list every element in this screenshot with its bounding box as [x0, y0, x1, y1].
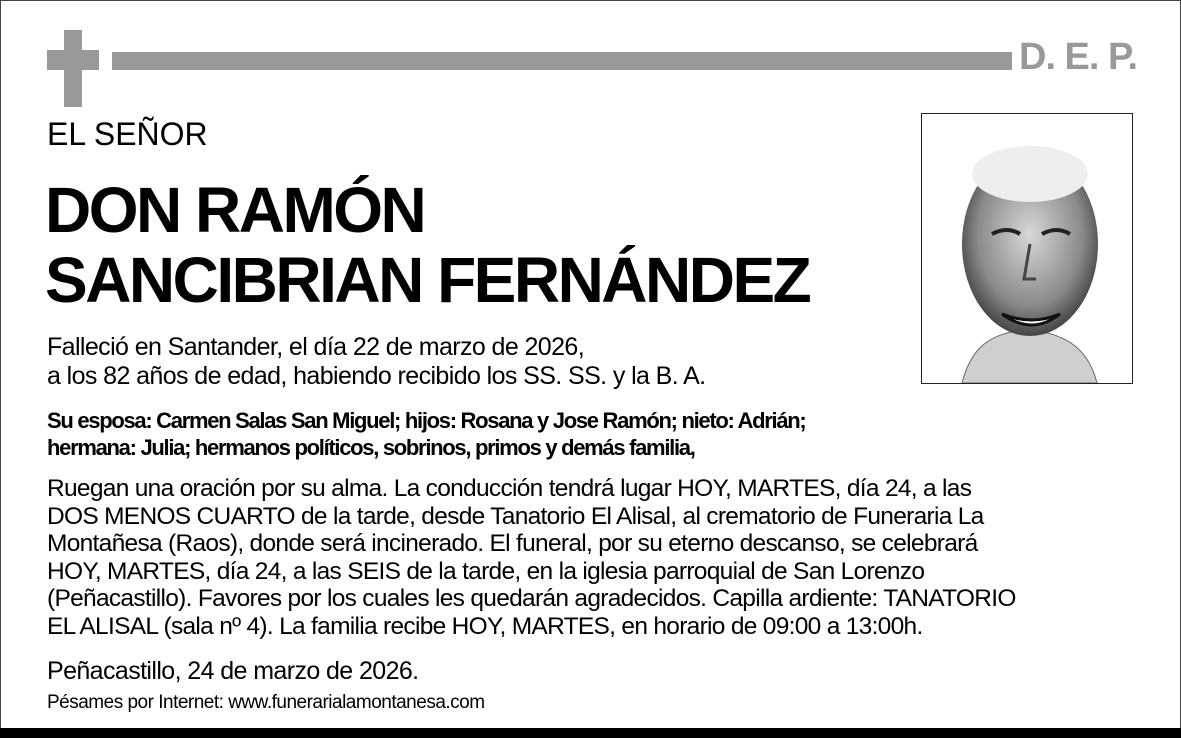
notice-date: Peñacastillo, 24 de marzo de 2026.	[47, 657, 419, 685]
body-line: (Peñacastillo). Favores por los cuales les quedarán agradecidos. Capilla ardiente: TANATORIO	[47, 585, 1016, 612]
body-line: Ruegan una oración por su alma. La conducción tendrá lugar HOY, MARTES, día 24, a las	[47, 475, 972, 502]
deceased-name-line2: SANCIBRIAN FERNÁNDEZ	[45, 244, 810, 316]
death-details	[47, 333, 706, 391]
bottom-bar	[0, 728, 1181, 738]
body-line: EL ALISAL (sala nº 4). La familia recibe HOY, MARTES, en horario de 09:00 a 13:00h.	[47, 612, 923, 640]
header-rule	[112, 52, 1012, 70]
family-line: Su esposa: Carmen Salas San Miguel; hijos: Rosana y Jose Ramón; nieto: Adrián;	[47, 408, 806, 433]
dep-label: D. E. P.	[1019, 36, 1138, 78]
deceased-name-line1: DON RAMÓN	[45, 174, 425, 246]
title-prefix: EL SEÑOR	[47, 116, 208, 152]
condolences-link[interactable]: Pésames por Internet: www.funerarialamontanesa.com	[47, 692, 485, 713]
cross-icon-arm	[47, 50, 99, 70]
death-line: a los 82 años de edad, habiendo recibido los SS. SS. y la B. A.	[47, 362, 706, 390]
service-details	[47, 475, 1016, 640]
death-line: Falleció en Santander, el día 22 de marzo de 2026,	[47, 333, 585, 361]
deceased-photo	[921, 113, 1133, 384]
family-line: hermana: Julia; hermanos políticos, sobrinos, primos y demás familia,	[47, 435, 695, 460]
family-list	[47, 407, 805, 461]
body-line: DOS MENOS CUARTO de la tarde, desde Tanatorio El Alisal, al crematorio de Funeraria La	[47, 502, 984, 530]
body-line: Montañesa (Raos), donde será incinerado. El funeral, por su eterno descanso, se celebrará	[47, 530, 978, 557]
body-line: HOY, MARTES, día 24, a las SEIS de la tarde, en la iglesia parroquial de San Lorenzo	[47, 557, 925, 585]
